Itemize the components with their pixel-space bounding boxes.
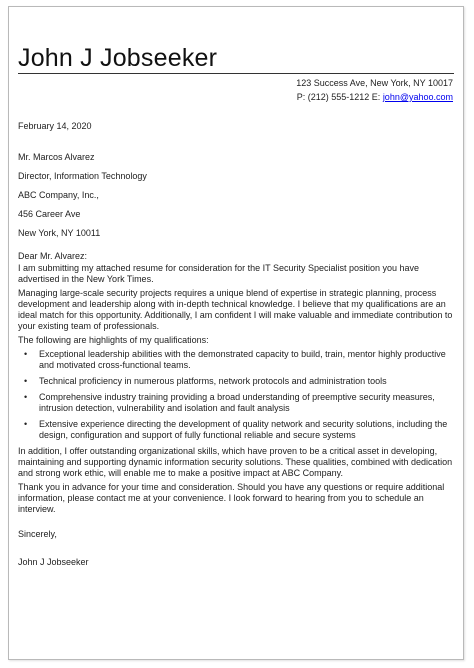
recipient-block — [18, 148, 456, 243]
highlight-text: Extensive experience directing the development of quality network and security solutions, including the design, configuration and support of fully functional reliable and secure systems — [39, 419, 448, 440]
sender-phone-email-line — [296, 90, 453, 104]
recipient-title: Director, Information Technology — [18, 171, 147, 181]
sender-address: 123 Success Ave, New York, NY 10017 — [296, 78, 453, 88]
sender-contact — [296, 76, 453, 104]
paragraph-skills: In addition, I offer outstanding organizational skills, which have proven to be a critical asset in developing, maintaining and supporting dynamic information security solutions. These qualities, combined with dedication and strong work ethic, will enable me to make a positive impact at ABC Company. — [18, 446, 453, 478]
paragraph-expertise: Managing large-scale security projects requires a unique blend of expertise in strategic planning, process development and leadership along with in-depth technical knowledge. I believe that my qualifications are an ideal match for this opportunity. Additionally, I am confident I will make valuable and immediate contribution to your existing team of professionals. — [18, 288, 453, 331]
letter-date: February 14, 2020 — [18, 121, 92, 131]
recipient-city: New York, NY 10011 — [18, 228, 101, 238]
recipient-street: 456 Career Ave — [18, 209, 81, 219]
sender-phone: P: (212) 555-1212 — [296, 92, 370, 102]
signature-name: John J Jobseeker — [18, 557, 89, 567]
list-item — [18, 419, 456, 441]
highlight-text: Exceptional leadership abilities with the demonstrated capacity to build, train, mentor highly productive and motivated cross-functional teams. — [39, 349, 446, 370]
bullet-icon: • — [24, 376, 28, 386]
paragraph-intro: I am submitting my attached resume for consideration for the IT Security Specialist position you have advertised in the New York Times. — [18, 263, 420, 284]
list-item — [18, 376, 456, 387]
email-label: E: — [371, 92, 381, 102]
highlights-list — [18, 349, 456, 441]
closing: Sincerely, — [18, 529, 57, 539]
header-divider — [18, 73, 454, 74]
list-item — [18, 349, 456, 371]
paragraph-thanks: Thank you in advance for your time and consideration. Should you have any questions or require additional information, please contact me at your convenience. I look forward to hearing from you to schedule an interview. — [18, 482, 445, 514]
letter-body — [18, 121, 456, 568]
salutation: Dear Mr. Alvarez: — [18, 251, 88, 261]
sender-name: John J Jobseeker — [18, 44, 218, 72]
email-link[interactable]: john@yahoo.com — [382, 92, 453, 102]
list-item — [18, 392, 456, 414]
bullet-icon: • — [24, 419, 28, 429]
highlight-text: Comprehensive industry training providing a broad understanding of preemptive security measures, intrusion detection, vulnerability and isolation and fault analysis — [39, 392, 435, 413]
highlight-text: Technical proficiency in numerous platforms, network protocols and administration tools — [39, 376, 387, 386]
recipient-name: Mr. Marcos Alvarez — [18, 152, 95, 162]
bullet-icon: • — [24, 392, 28, 402]
bullet-icon: • — [24, 349, 28, 359]
recipient-company: ABC Company, Inc., — [18, 190, 99, 200]
highlights-intro: The following are highlights of my qualifications: — [18, 335, 209, 345]
